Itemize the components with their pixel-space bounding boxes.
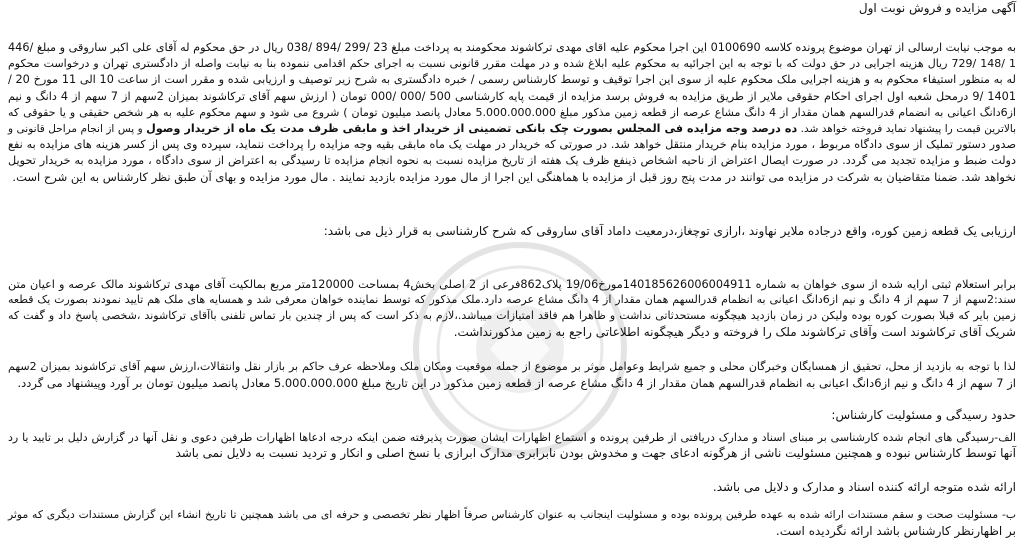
paragraph1-line: له به منظور استیفاء محکوم به و هزینه اجرایی ملک محکوم علیه از سوی این اجرا توقیف و توسط کارشناس رسمی / خبره دادگستری به شرح زیر توصیف و ارزیابی شده و مقرر است از ساعت 10 الی 11 مورخ 20 /	[8, 73, 1016, 86]
paragraph3-line: لذا با توجه به بازدید از محل، تحقیق از همسایگان وخبرگان محلی و جمیع شرایط وعوامل موثر بر موضوع از جمله موقعیت ومکان ملک وملاحظه عرف حاکم بر بازار نقل وانتقالات،ارزش سهم آقای ترکاشوند بمیزان 2سهم	[8, 360, 1016, 373]
paragraph1-line: دولت ضبط و مزایده تجدید می گردد. در صورت ایصال اعتراض از ناحیه اشخاص ذینفع ظرف یک هفته از تاریخ مزایده نسبت به نحوه انجام مزایده تا رسیدگی به اعتراض از سوی دادگاه ، مورد مزایده به خریدار تحویل	[8, 154, 1016, 167]
paragraph1-line: نخواهد شد. ضمنا متقاضیان به شرکت در مزایده می توانند در مدت پنج روز قبل از مزایده با هماهنگی این اجرا از مال مورد مزایده بازدید نمایند . مال مورد مزایده و بهای آن طبق نظر کارشناس به این شرح است.	[12, 170, 1016, 184]
paragraph5-line: بر اظهارنظر کارشناس باشد ارائه نگردیده است.	[775, 524, 1016, 538]
watermark-seal	[395, 238, 645, 460]
paragraph2-line: زمین بایر که قبلا بصورت کوره بوده ولیکن در زمان بازدید هیچگونه مستحدثاتی نداشت و ظاهرا هم فاقد امتیازات میباشد.،لازم به ذکر است که پس از چندین بار تماس تلفنی باآقای ترکاشوند ،شخصی پاسخ داد و گفت که	[8, 309, 1016, 322]
paragraph2-line: سند:2سهم از 7 سهم از 4 دانگ و نیم از6دانگ اعیانی به انظمام قدرالسهم همان مقدار از 4 دانگ مشاع عرصه دارد.ملک مذکور که توسط نماینده خواهان معرفی شد و همسایه های ملک هم تایید نمودند بصورت یک قطعه	[8, 293, 1016, 306]
paragraph5-line: ب- مسئولیت صحت و سقم مستندات ارائه شده به عهده طرفین پرونده بوده و مسئولیت اینجانب به عنوان کارشناس صرفاً اظهار نظر تخصصی و حرفه ای می باشد همچنین تا تاریخ انشاء این گزارش مستندات دیگری که موثر	[8, 508, 1016, 521]
paragraph1-line-start: بالاترین قیمت را پیشنهاد نماید فروخته خواهد شد.	[797, 123, 1016, 135]
paragraph2-line: شریک آقای ترکاشوند است وآقای ترکاشوند ملک را فروخته و دیگر هیچگونه اطلاعاتی راجع به زمین مذکورنداشت.	[453, 325, 1016, 339]
assessment-heading: ارزیابی یک قطعه زمین کوره، واقع درجاده ملایر نهاوند ،ارازی توچغاز،درمعیت داماد آقای ساروقی که شرح کارشناسی به قرار ذیل می باشد:	[323, 224, 1016, 238]
paragraph1-line: به موجب نیابت ارسالی از تهران موضوع پرونده کلاسه 0100690 این اجرا محکوم علیه اقای مهدی ترکاشوند محکومند به پرداخت مبلغ 23 /299 /894 /038 ریال در حق محکوم له آقای علی اکبر ساروقی و مبلغ /446	[8, 41, 1016, 54]
payment-terms-bold: ده درصد وجه مزایده فی المجلس بصورت چک بانکی تضمینی از خریدار اخذ و مابقی ظرف مدت یک ماه از خریدار وصول	[146, 122, 798, 135]
paragraph1-line-with-bold	[8, 121, 1016, 137]
limits-heading: حدود رسیدگی و مسئولیت کارشناس:	[831, 408, 1016, 422]
paragraph1-line: 1 /148 /729 ریال هزینه اجرایی در حق دولت که با توجه به این اجرائیه به محکوم علیه ابلاغ شده و در مهلت مقرر قانونی نسبت به اجرای حکم اقدامی ننموده بنا به نیابت واصله از دادگستری تهران و درخواست محکوم	[8, 57, 1017, 70]
paragraph3-line: از 7 سهم از 4 دانگ و نیم از6دانگ اعیانی به انظمام قدرالسهم همان مقدار از 4 دانگ مشاع عرصه از قطعه زمین مذکور در این تاریخ مبلغ 5.000.000.000 معادل پانصد میلیون تومان بر آورد وپیشنهاد می گردد.	[17, 376, 1016, 390]
paragraph1-line: از6دانگ اعیانی به انضمام قدرالسهم همان مقدار از 4 دانگ مشاع عرصه از قطعه زمین مذکور مبلغ 5.000.000.000 معادل پانصد میلیون تومان ) شروع می شود و سهم محکوم علیه به هر شخص حقیقی و یا حقوقی که	[8, 106, 1016, 119]
paragraph1-line: 1401 /9 درمحل شعبه اول اجرای احکام حقوقی ملایر از طریق مزایده به فروش برسد مزایده از قیمت پایه کارشناسی 500 /000 /000 تومان ( ارزش سهم آقای ترکاشوند بمیزان 2سهم از 7 سهم از 4 دانگ و نیم	[8, 90, 1016, 103]
paragraph4-line: الف-رسیدگی های انجام شده کارشناسی بر مبنای اسناد و مدارک دریافتی از طرفین پرونده و استماع اظهارات ایشان صورت پذیرفته ضمن اینکه درجه ادعاها اظهارات طرفین دعوی و نقل آنها در گزارش دلیل بر تایید یا رد	[8, 431, 1016, 444]
paragraph4-tail: ارائه شده متوجه ارائه کننده اسناد و مدارک و دلایل می باشد.	[712, 480, 1016, 494]
paragraph4-line: آنها توسط کارشناس نبوده و همچنین مسئولیت ناشی از هرگونه ادعای جهت و مخدوش بودن نابرابری مدارک ابرازی با نسخ اصلی و انکار و تردید نسبت به دلایل نمی باشد	[175, 446, 1016, 460]
paragraph2-line: برابر استعلام ثبتی ارایه شده از سوی خواهان به شماره 140185626006004911مورخ19/06 پلاک862فرعی از 2 اصلی بخش4 بمساحت 120000متر مربع بمالکیت آقای مهدی ترکاشوند مالک عرصه و اعیان متن	[8, 278, 1016, 291]
notice-title: آگهی مزایده و فروش نوبت اول	[858, 1, 1016, 15]
paragraph1-line: صدور دستور تملیک از سوی دادگاه مربوط ، مورد مزایده بنام خریدار منتقل خواهد شد. در صورتی که خریدار در مهلت یک ماه مابقی بقیه وجه مزایده را پرداخت ننماید، سپرده وی پس از کسر هزینه های مزایده به نفع	[8, 138, 1016, 151]
paragraph1-line-end: و پس از انجام مراحل قانونی و	[8, 123, 147, 135]
